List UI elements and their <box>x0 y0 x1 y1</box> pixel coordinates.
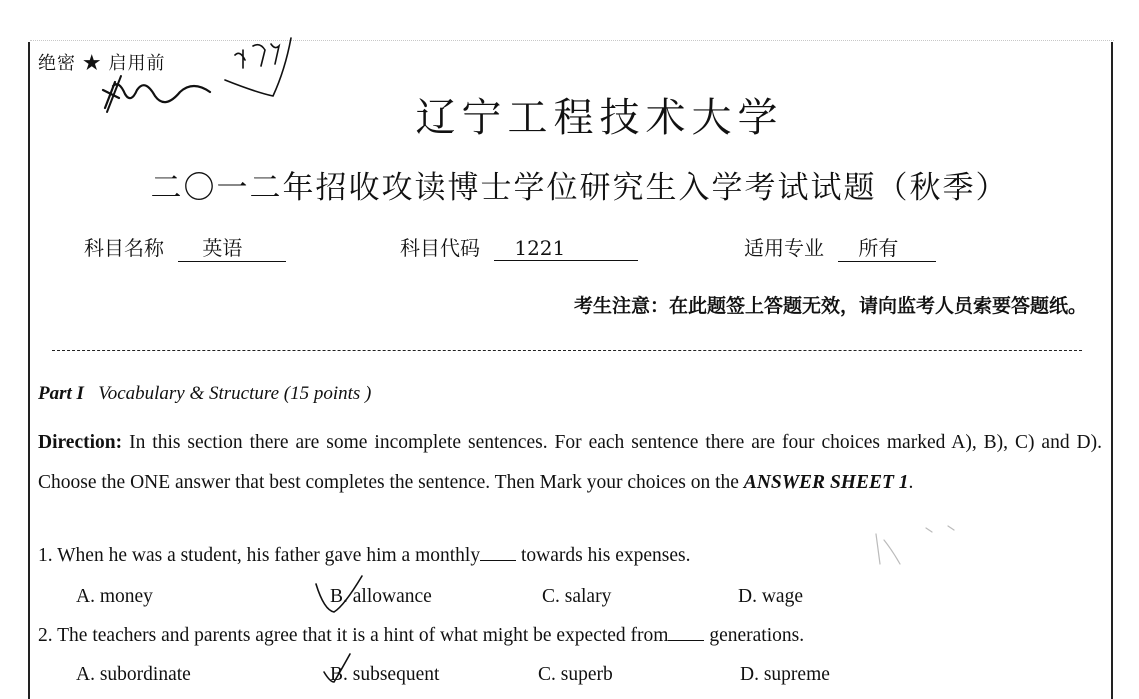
direction-paragraph <box>38 423 1102 503</box>
part-heading <box>38 383 371 405</box>
q1-option-b: B. allowance <box>330 586 432 607</box>
subject-name-value: 英语 <box>178 232 286 262</box>
subject-code-field <box>400 232 638 261</box>
answer-blank <box>668 626 704 641</box>
q2-option-a: A. subordinate <box>76 664 191 685</box>
page-title: 辽宁工程技术大学 <box>415 95 784 141</box>
direction-label: Direction: <box>38 432 123 453</box>
major-field <box>744 232 936 262</box>
subject-code-label: 科目代码 <box>400 236 480 260</box>
q1-option-c: C. salary <box>542 586 612 607</box>
secret-label: 绝密 ★ 启用前 <box>38 53 166 74</box>
q2-option-c: C. superb <box>538 664 613 685</box>
answer-sheet-ref: ANSWER SHEET 1 <box>743 472 909 493</box>
question-stem-end: towards his expenses. <box>516 545 691 566</box>
question-2 <box>38 625 804 647</box>
exam-subtitle: 二〇一二年招收攻读博士学位研究生入学考试试题（秋季） <box>150 170 1009 206</box>
subject-code-value: 1221 <box>494 236 638 261</box>
major-label: 适用专业 <box>744 236 824 260</box>
section-divider <box>52 350 1082 351</box>
subject-name-field <box>84 232 286 262</box>
part-lead: Part I <box>38 383 84 404</box>
question-stem: 2. The teachers and parents agree that it is a hint of what might be expected from <box>38 625 669 646</box>
q1-option-a: A. money <box>76 586 153 607</box>
subject-name-label: 科目名称 <box>84 236 164 260</box>
direction-text: In this section there are some incomplete sentences. For each sentence there are four choices marked A), B), C) and D). Choose the ONE answer that best completes the sentence. Then Mark your choices on the <box>38 432 1102 493</box>
faint-pencil-mark <box>870 520 970 570</box>
candidate-notice: 考生注意：在此题签上答题无效，请向监考人员索要答题纸。 <box>573 295 1087 317</box>
q2-option-d: D. supreme <box>740 664 830 685</box>
question-stem-end: generations. <box>704 625 805 646</box>
question-1 <box>38 545 690 567</box>
q1-option-d: D. wage <box>738 586 803 607</box>
question-stem: 1. When he was a student, his father gave him a monthly <box>38 545 481 566</box>
direction-end: . <box>908 472 914 493</box>
part-title: Vocabulary & Structure (15 points ) <box>98 383 372 404</box>
q2-option-b: B. subsequent <box>330 664 440 685</box>
major-value: 所有 <box>838 232 936 262</box>
answer-blank <box>480 546 516 561</box>
